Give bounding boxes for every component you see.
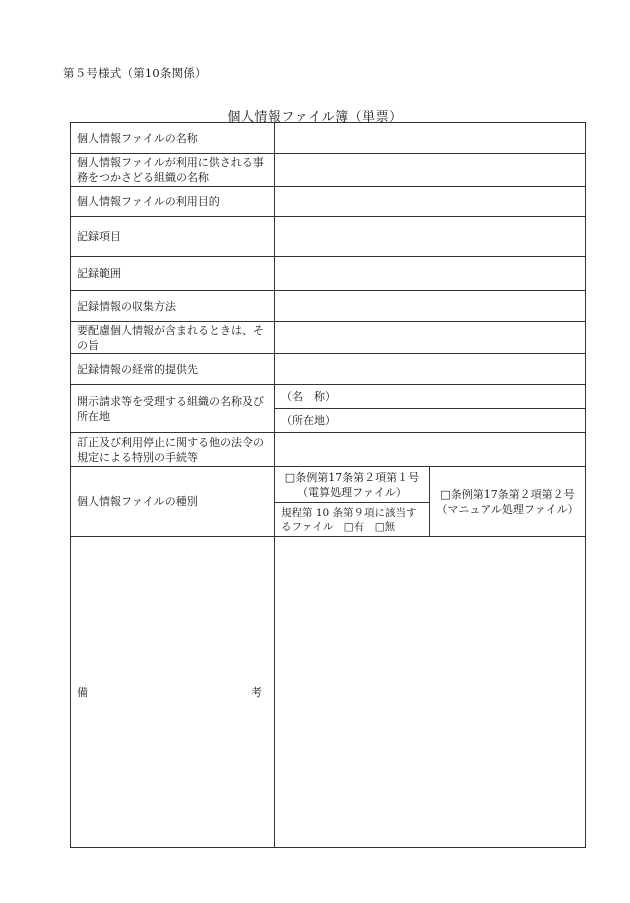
field-record-items[interactable]: [275, 217, 586, 257]
row-record-items: [71, 217, 586, 257]
field-purpose[interactable]: [275, 187, 586, 217]
row-collection-method: [71, 291, 586, 322]
option-electronic-line1: □条例第17条第２項第１号: [284, 470, 420, 484]
clause-applicability[interactable]: [275, 503, 430, 537]
field-remarks[interactable]: [275, 537, 586, 848]
option-manual-line2: （マニュアル処理ファイル）: [436, 502, 579, 516]
row-org-name: [71, 154, 586, 187]
field-correction-procedures[interactable]: [275, 433, 586, 467]
row-record-scope: [71, 257, 586, 291]
option-manual-file[interactable]: [430, 467, 586, 537]
row-remarks: [71, 537, 586, 848]
field-sensitive-info[interactable]: [275, 322, 586, 354]
label-record-items: 記録項目: [71, 217, 275, 257]
row-disclosure-name: [71, 385, 586, 409]
label-sensitive-info: 要配慮個人情報が含まれるときは、その旨: [71, 322, 275, 354]
label-regular-recipients: 記録情報の経常的提供先: [71, 354, 275, 385]
field-collection-method[interactable]: [275, 291, 586, 322]
row-correction-procedures: [71, 433, 586, 467]
option-electronic-line2: （電算処理ファイル）: [297, 485, 407, 499]
form-number: 第５号様式（第10条関係）: [63, 66, 207, 80]
field-disclosure-name[interactable]: （名 称）: [275, 385, 586, 409]
clause-line2: るファイル □有 □無: [281, 520, 396, 533]
label-remarks: [71, 537, 275, 848]
clause-line1: 規程第 10 条第９項に該当す: [281, 506, 417, 519]
label-org-name: 個人情報ファイルが利用に供される事務をつかさどる組織の名称: [71, 154, 275, 187]
label-file-type: 個人情報ファイルの種別: [71, 467, 275, 537]
file-register-table: [70, 122, 586, 848]
form-title: 個人情報ファイル簿（単票）: [227, 110, 403, 125]
row-file-name: [71, 123, 586, 154]
row-file-type: [71, 467, 586, 503]
field-org-name[interactable]: [275, 154, 586, 187]
label-correction-procedures: 訂正及び利用停止に関する他の法令の規定による特別の手続等: [71, 433, 275, 467]
field-disclosure-address[interactable]: （所在地）: [275, 409, 586, 433]
label-purpose: 個人情報ファイルの利用目的: [71, 187, 275, 217]
field-file-name[interactable]: [275, 123, 586, 154]
remarks-char-2: 考: [251, 685, 262, 699]
row-purpose: [71, 187, 586, 217]
row-regular-recipients: [71, 354, 586, 385]
label-file-name: 個人情報ファイルの名称: [71, 123, 275, 154]
option-electronic-file[interactable]: [275, 467, 430, 503]
row-sensitive-info: [71, 322, 586, 354]
option-manual-line1: □条例第17条第２項第２号: [440, 487, 575, 501]
label-disclosure-org: 開示請求等を受理する組織の名称及び所在地: [71, 385, 275, 433]
label-record-scope: 記録範囲: [71, 257, 275, 291]
field-regular-recipients[interactable]: [275, 354, 586, 385]
label-collection-method: 記録情報の収集方法: [71, 291, 275, 322]
field-record-scope[interactable]: [275, 257, 586, 291]
remarks-char-1: 備: [77, 685, 88, 699]
